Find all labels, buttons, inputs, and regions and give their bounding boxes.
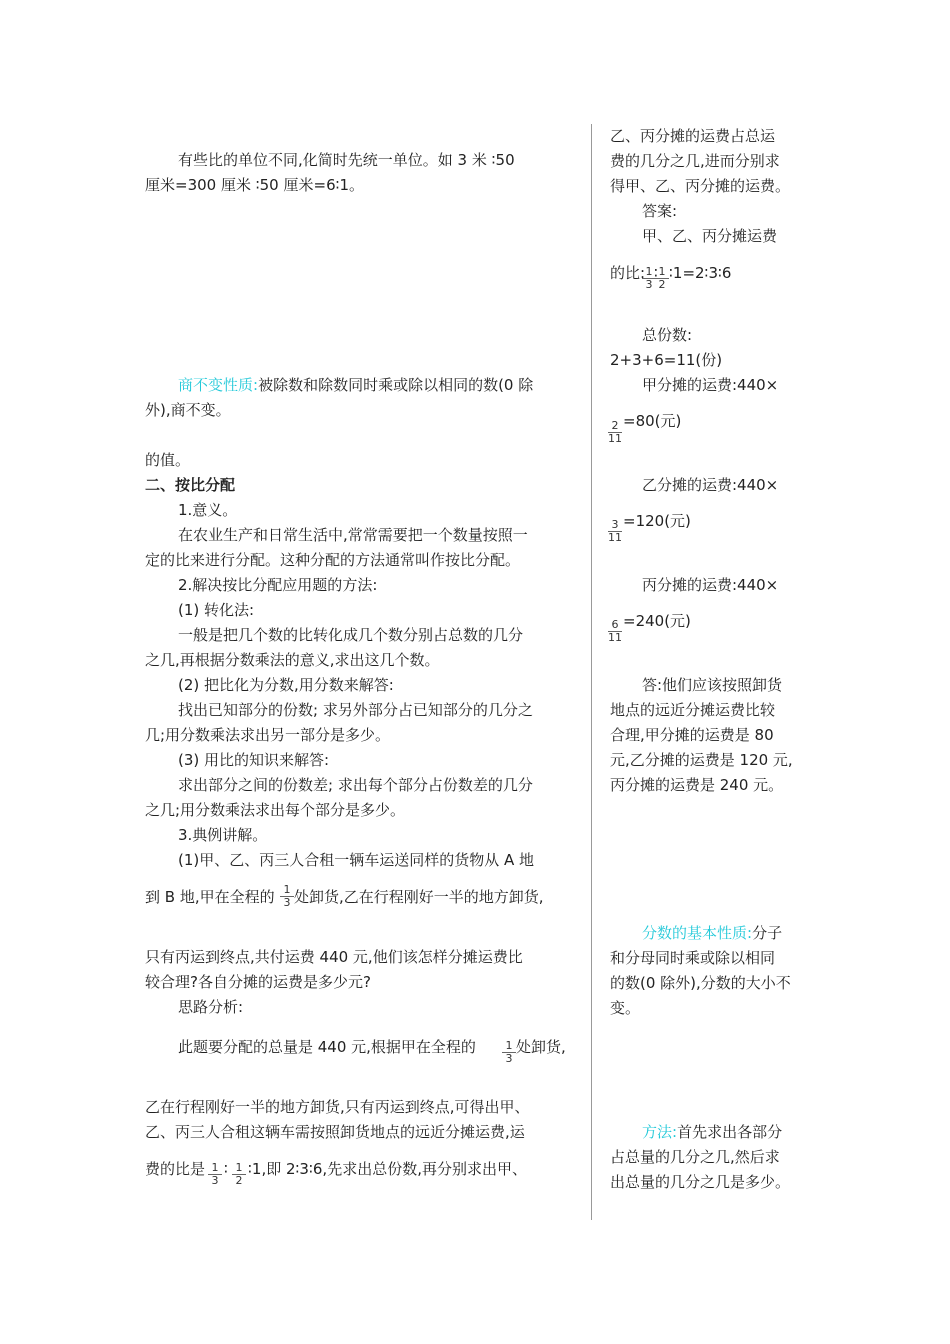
yi-cost-value: =120(元)	[623, 512, 691, 530]
answer-ratio-a: 的比:	[610, 264, 646, 282]
example-text-2b: 处卸货,乙在行程刚好一半的地方卸货,	[294, 888, 544, 906]
fraction-property-line2: 和分母同时乘或除以相同	[610, 949, 776, 967]
analysis-cont-1: 乙、丙分摊的运费占总运	[610, 127, 776, 145]
example-text-1: (1)甲、乙、丙三人合租一辆车运送同样的货物从 A 地	[178, 851, 535, 869]
fraction-one-third-2: $\frac{1}{3}$	[502, 1040, 516, 1065]
method-note-line2: 占总量的几分之几,然后求	[610, 1148, 780, 1166]
analysis-heading: 思路分析:	[178, 998, 244, 1016]
analysis-cont-3: 得甲、乙、丙分摊的运费。	[610, 177, 791, 195]
method-3-heading: (3) 用比的知识来解答:	[178, 751, 330, 769]
method-note-line1	[642, 1122, 782, 1142]
jia-cost-heading: 甲分摊的运费:440×	[642, 376, 779, 394]
meaning-text-2: 定的比来进行分配。这种分配的方法通常叫作按比分配。	[145, 551, 521, 569]
fraction-property-text1: 分子	[752, 924, 783, 942]
fraction-two-11: $\frac{2}{11}$	[608, 419, 622, 445]
analysis-text-1b: 处卸货,	[516, 1038, 566, 1056]
jia-cost-value: =80(元)	[623, 412, 682, 430]
quotient-property-line2: 外),商不变。	[145, 401, 231, 419]
tail-text: 的值。	[145, 451, 191, 469]
fraction-one-third-4: $\frac{1}{3}$	[642, 266, 656, 291]
fraction-three-11: $\frac{3}{11}$	[608, 518, 622, 544]
fraction-one-half-2: $\frac{1}{2}$	[655, 266, 669, 291]
method-2-heading: (2) 把比化为分数,用分数来解答:	[178, 676, 394, 694]
meaning-text-1: 在农业生产和日常生活中,常常需要把一个数量按照一	[178, 526, 528, 544]
final-answer-5: 丙分摊的运费是 240 元。	[610, 776, 784, 794]
final-answer-3: 合理,甲分摊的运费是 80	[610, 726, 774, 744]
meaning-heading: 1.意义。	[178, 501, 238, 519]
final-answer-1: 答:他们应该按照卸货	[642, 676, 783, 694]
unit-note-line1: 有些比的单位不同,化简时先统一单位。如 3 米 ∶50	[178, 151, 515, 169]
unit-note-line2: 厘米=300 厘米 ∶50 厘米=6∶1。	[145, 176, 365, 194]
fraction-property-line1	[642, 923, 782, 943]
total-parts-value: 2+3+6=11(份)	[610, 351, 723, 369]
answer-heading: 答案:	[642, 202, 678, 220]
method-2-text-2: 几;用分数乘法求出另一部分是多少。	[145, 726, 391, 744]
method-note-term: 方法:	[642, 1123, 678, 1141]
fraction-property-term: 分数的基本性质:	[642, 924, 753, 942]
bing-cost-value: =240(元)	[623, 612, 691, 630]
method-1-text-1: 一般是把几个数的比转化成几个数分别占总数的几分	[178, 626, 524, 644]
analysis-text-4b: ∶	[224, 1160, 228, 1178]
answer-ratio-c: ∶1=2∶3∶6	[669, 264, 732, 282]
answer-ratio-b: ∶	[654, 264, 658, 282]
method-1-heading: (1) 转化法:	[178, 601, 255, 619]
analysis-text-4a: 费的比是	[145, 1160, 206, 1178]
example-heading: 3.典例讲解。	[178, 826, 268, 844]
method-2-text-1: 找出已知部分的份数; 求另外部分占已知部分的几分之	[178, 701, 533, 719]
fraction-one-third: $\frac{1}{3}$	[280, 884, 294, 909]
example-text-4: 较合理?各自分摊的运费是多少元?	[145, 973, 371, 991]
final-answer-2: 地点的远近分摊运费比较	[610, 701, 776, 719]
analysis-text-2: 乙在行程刚好一半的地方卸货,只有丙运到终点,可得出甲、	[145, 1098, 530, 1116]
analysis-text-4c: ∶1,即 2∶3∶6,先求出总份数,再分别求出甲、	[248, 1160, 527, 1178]
method-note-line3: 出总量的几分之几是多少。	[610, 1173, 791, 1191]
column-divider	[591, 124, 592, 1220]
quotient-property-text: 被除数和除数同时乘或除以相同的数(0 除	[258, 376, 534, 394]
fraction-property-line4: 变。	[610, 999, 641, 1017]
analysis-cont-2: 费的几分之几,进而分别求	[610, 152, 780, 170]
quotient-property-term: 商不变性质:	[178, 376, 259, 394]
method-note-text1: 首先求出各部分	[677, 1123, 783, 1141]
fraction-one-third-3: $\frac{1}{3}$	[208, 1162, 222, 1187]
methods-heading: 2.解决按比分配应用题的方法:	[178, 576, 378, 594]
analysis-text-3: 乙、丙三人合租这辆车需按照卸货地点的远近分摊运费,运	[145, 1123, 525, 1141]
fraction-one-half: $\frac{1}{2}$	[232, 1162, 246, 1187]
quotient-property-line1	[178, 375, 533, 395]
bing-cost-heading: 丙分摊的运费:440×	[642, 576, 779, 594]
method-3-text-1: 求出部分之间的份数差; 求出每个部分占份数差的几分	[178, 776, 533, 794]
fraction-property-line3: 的数(0 除外),分数的大小不	[610, 974, 791, 992]
method-1-text-2: 之几,再根据分数乘法的意义,求出这几个数。	[145, 651, 440, 669]
yi-cost-heading: 乙分摊的运费:440×	[642, 476, 779, 494]
section-title: 二、按比分配	[145, 476, 236, 494]
example-text-3: 只有丙运到终点,共付运费 440 元,他们该怎样分摊运费比	[145, 948, 523, 966]
total-parts-heading: 总份数:	[642, 326, 693, 344]
analysis-text-1a: 此题要分配的总量是 440 元,根据甲在全程的	[178, 1038, 476, 1056]
method-3-text-2: 之几;用分数乘法求出每个部分是多少。	[145, 801, 406, 819]
fraction-six-11: $\frac{6}{11}$	[608, 618, 622, 644]
final-answer-4: 元,乙分摊的运费是 120 元,	[610, 751, 793, 769]
answer-ratio-heading: 甲、乙、丙分摊运费	[642, 227, 778, 245]
example-text-2a: 到 B 地,甲在全程的	[145, 888, 275, 906]
